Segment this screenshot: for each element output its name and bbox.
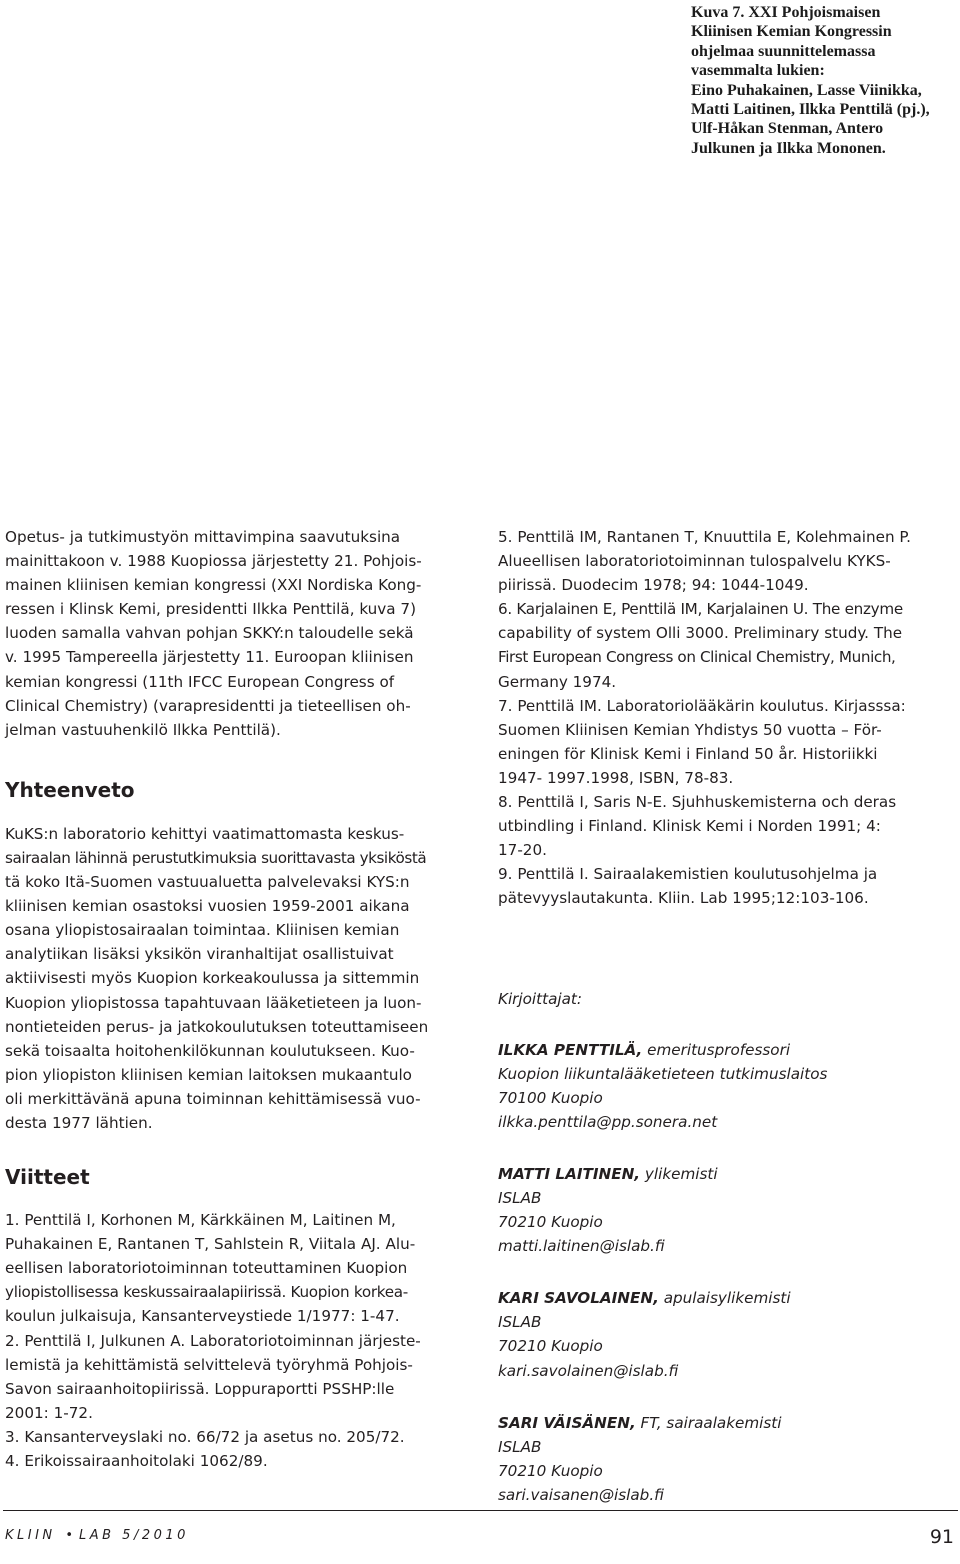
page-number: 91 — [929, 1526, 954, 1548]
reference-line: piirissä. Duodecim 1978; 94: 1044-1049. — [498, 576, 809, 595]
caption-line: Matti Laitinen, Ilkka Penttilä (pj.), — [691, 101, 930, 119]
text-line: sekä toisaalta hoitohenkilökunnan koulutukseen. Kuo- — [5, 1041, 415, 1060]
reference-line: Germany 1974. — [498, 672, 617, 691]
journal-name-part: KLIIN — [5, 1528, 56, 1543]
author-name: SARI VÄISÄNEN, — [498, 1413, 636, 1432]
author-affiliation: ISLAB — [498, 1313, 542, 1332]
text-line: desta 1977 lähtien. — [5, 1113, 153, 1132]
reference-line: Alueellisen laboratoriotoiminnan tulospalvelu KYKS- — [498, 552, 891, 571]
text-line: luoden samalla vahvan pohjan SKKY:n taloudelle sekä — [5, 624, 414, 643]
text-line: mainen kliinisen kemian kongressi (XXI Nordiska Kong- — [5, 576, 422, 595]
text-line: mainittakoon v. 1988 Kuopiossa järjestetty 21. Pohjois- — [5, 552, 422, 571]
author-entry — [498, 1411, 958, 1507]
left-column — [5, 525, 465, 1473]
author-title: emeritusprofessori — [642, 1040, 791, 1059]
caption-line: Ulf-Håkan Stenman, Antero — [691, 120, 884, 138]
authors-list — [498, 1038, 958, 1508]
reference-line: 9. Penttilä I. Sairaalakemistien koulutusohjelma ja — [498, 865, 878, 884]
bullet-icon: • — [65, 1528, 73, 1543]
author-title: ylikemisti — [640, 1164, 718, 1183]
text-line: nontieteiden perus- ja jatkokoulutuksen toteuttamiseen — [5, 1017, 429, 1036]
reference-line: 2001: 1-72. — [5, 1403, 93, 1422]
reference-line: 3. Kansanterveyslaki no. 66/72 ja asetus no. 205/72. — [5, 1427, 405, 1446]
reference-line: 4. Erikoissairaanhoitolaki 1062/89. — [5, 1452, 268, 1470]
author-title: apulaisylikemisti — [658, 1289, 791, 1308]
journal-issue: LAB 5/2010 — [78, 1528, 189, 1543]
reference-line: 8. Penttilä I, Saris N-E. Sjuhhuskemisterna och deras — [498, 793, 897, 812]
reference-line: Puhakainen E, Rantanen T, Sahlstein R, Viitala AJ. Alu- — [5, 1235, 416, 1254]
author-entry — [498, 1038, 958, 1134]
reference-line: eningen för Klinisk Kemi i Finland 50 år. Historiikki — [498, 744, 878, 763]
intro-paragraph — [5, 525, 465, 742]
caption-line: Julkunen ja Ilkka Mononen. — [691, 139, 886, 157]
text-line: jelman vastuuhenkilö Ilkka Penttilä). — [5, 720, 281, 739]
footer-rule — [3, 1510, 958, 1511]
text-line: ressen i Klinsk Kemi, presidentti Ilkka Penttilä, kuva 7) — [5, 600, 417, 619]
author-name: MATTI LAITINEN, — [498, 1164, 641, 1183]
text-line: Kuopion yliopistossa tapahtuvaan lääketieteen ja luon- — [5, 993, 422, 1012]
authors-title: Kirjoittajat: — [498, 989, 582, 1008]
figure-caption — [691, 3, 956, 158]
journal-name — [5, 1528, 189, 1543]
summary-paragraph — [5, 822, 465, 1135]
text-line: Clinical Chemistry) (varapresidentti ja tieteellisen oh- — [5, 696, 411, 715]
author-affiliation: ISLAB — [498, 1437, 542, 1456]
caption-line: Kliinisen Kemian Kongressin — [691, 23, 892, 41]
reference-line: 1. Penttilä I, Korhonen M, Kärkkäinen M, Laitinen M, — [5, 1211, 396, 1230]
reference-line: 17-20. — [498, 841, 547, 860]
author-title: FT, sairaalakemisti — [635, 1413, 782, 1432]
author-email: ilkka.penttila@pp.sonera.net — [498, 1112, 718, 1131]
caption-line: Kuva 7. XXI Pohjoismaisen — [691, 4, 881, 21]
reference-line: lemistä ja kehittämistä selvittelevä työryhmä Pohjois- — [5, 1355, 413, 1374]
reference-line: eellisen laboratoriotoiminnan toteuttaminen Kuopion — [5, 1259, 408, 1278]
references-heading: Viitteet — [5, 1165, 90, 1190]
text-line: oli merkittävänä apuna toiminnan kehittämisessä vuo- — [5, 1089, 421, 1108]
author-affiliation: ISLAB — [498, 1188, 542, 1207]
text-line: tä koko Itä-Suomen vastuualuetta palvelevaksi KYS:n — [5, 873, 410, 892]
text-line: aktiivisesti myös Kuopion korkeakoulussa ja sittemmin — [5, 969, 420, 988]
author-affiliation: Kuopion liikuntalääketieteen tutkimuslaitos — [498, 1064, 828, 1083]
caption-line: Eino Puhakainen, Lasse Viinikka, — [691, 81, 922, 99]
reference-line: 5. Penttilä IM, Rantanen T, Knuuttila E, Kolehmainen P. — [498, 528, 912, 546]
caption-line: ohjelmaa suunnittelemassa — [691, 42, 876, 60]
reference-line: pätevyyslautakunta. Kliin. Lab 1995;12:103-106. — [498, 889, 869, 908]
reference-line: 1947- 1997.1998, ISBN, 78-83. — [498, 768, 734, 787]
reference-line: First European Congress on Clinical Chemistry, Munich, — [498, 648, 896, 667]
author-email: matti.laitinen@islab.fi — [498, 1237, 665, 1256]
references-list-right — [498, 525, 958, 911]
text-line: pion yliopiston kliinisen kemian laitoksen mukaantulo — [5, 1065, 412, 1084]
text-line: sairaalan lähinnä perustutkimuksia suorittavasta yksiköstä — [5, 848, 427, 867]
text-line: KuKS:n laboratorio kehittyi vaatimattomasta keskus- — [5, 824, 405, 843]
reference-line: 6. Karjalainen E, Penttilä IM, Karjalainen U. The enzyme — [498, 600, 903, 619]
text-line: kliinisen kemian osastoksi vuosien 1959-2001 aikana — [5, 897, 410, 916]
author-address: 70210 Kuopio — [498, 1337, 603, 1356]
reference-line: capability of system Olli 3000. Preliminary study. The — [498, 624, 903, 643]
author-email: kari.savolainen@islab.fi — [498, 1361, 679, 1380]
reference-line: yliopistollisessa keskussairaalapiirissä. Kuopion korkea- — [5, 1283, 408, 1302]
author-entry — [498, 1162, 958, 1258]
author-address: 70210 Kuopio — [498, 1213, 603, 1232]
reference-line: 2. Penttilä I, Julkunen A. Laboratoriotoiminnan järjeste- — [5, 1331, 421, 1350]
author-address: 70100 Kuopio — [498, 1088, 603, 1107]
right-column — [498, 525, 958, 1507]
author-name: ILKKA PENTTILÄ, — [498, 1040, 643, 1059]
reference-line: Suomen Kliinisen Kemian Yhdistys 50 vuotta – För- — [498, 720, 882, 739]
author-email: sari.vaisanen@islab.fi — [498, 1485, 664, 1504]
author-address: 70210 Kuopio — [498, 1461, 603, 1480]
text-line: osana yliopistosairaalan toimintaa. Kliinisen kemian — [5, 921, 400, 940]
text-line: analytiikan lisäksi yksikön viranhaltijat osallistuivat — [5, 945, 394, 964]
references-list-left — [5, 1208, 465, 1473]
reference-line: 7. Penttilä IM. Laboratoriolääkärin koulutus. Kirjasssa: — [498, 696, 906, 715]
summary-heading: Yhteenveto — [5, 777, 135, 802]
text-line: kemian kongressi (11th IFCC European Congress of — [5, 672, 395, 691]
author-entry — [498, 1286, 958, 1382]
reference-line: koulun julkaisuja, Kansanterveystiede 1/1977: 1-47. — [5, 1307, 400, 1326]
caption-line: vasemmalta lukien: — [691, 62, 825, 80]
reference-line: Savon sairaanhoitopiirissä. Loppuraportti PSSHP:lle — [5, 1379, 395, 1398]
text-line: Opetus- ja tutkimustyön mittavimpina saavutuksina — [5, 528, 401, 546]
author-name: KARI SAVOLAINEN, — [498, 1289, 659, 1308]
reference-line: utbindling i Finland. Klinisk Kemi i Norden 1991; 4: — [498, 817, 881, 836]
text-line: v. 1995 Tampereella järjestetty 11. Euroopan kliinisen — [5, 648, 414, 667]
